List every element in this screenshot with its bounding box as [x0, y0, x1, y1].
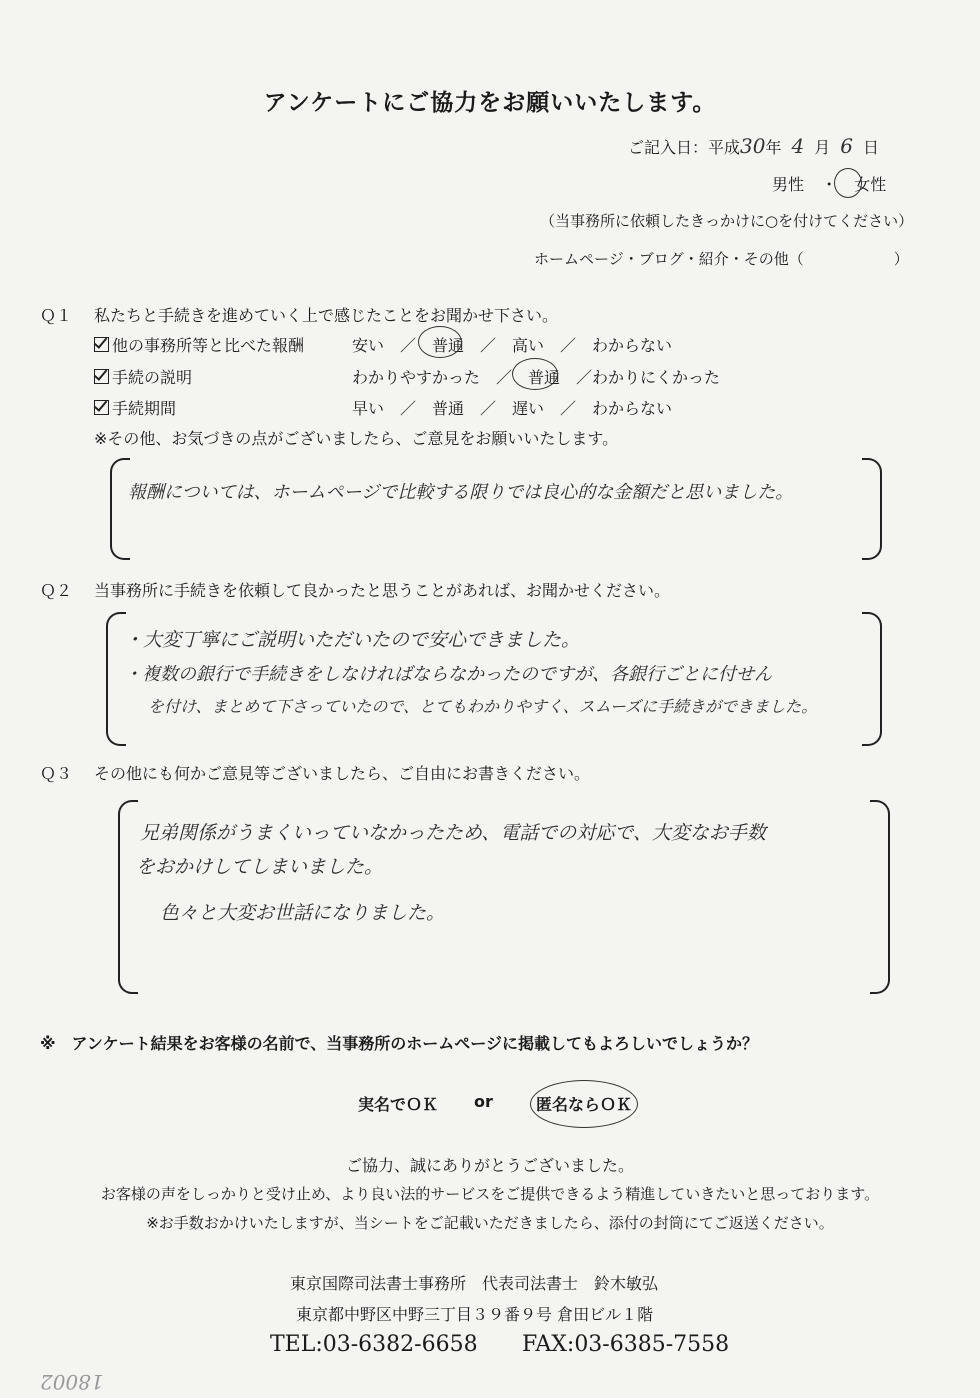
q3-label: Ｑ３	[40, 764, 73, 783]
q1-row	[94, 333, 304, 356]
date-day-unit: 日	[862, 138, 879, 157]
q1-label: Ｑ１	[40, 306, 73, 325]
gender-separator: ・	[821, 175, 838, 194]
office-address: 東京都中野区中野三丁目３９番９号 倉田ビル１階	[296, 1305, 654, 1324]
checkbox-icon[interactable]	[94, 369, 109, 384]
answer-circle-mark	[512, 358, 558, 390]
q2-answer-bracket-left	[106, 612, 126, 746]
q1-question: 私たちと手続きを進めていく上で感じたことをお聞かせ下さい。	[94, 306, 559, 325]
q2-answer-line[interactable]: を付け、まとめて下さっていたので、とてもわかりやすく、スムーズに手続きができました。	[148, 697, 818, 716]
q3-answer-line[interactable]: 兄弟関係がうまくいっていなかったため、電話での対応で、大変なお手数	[140, 822, 766, 844]
answer-circle-mark	[418, 326, 462, 358]
office-name: 東京国際司法書士事務所 代表司法書士 鈴木敏弘	[290, 1274, 659, 1293]
date-month-unit: 月	[814, 138, 831, 157]
office-tel: TEL:03-6382-6658	[270, 1332, 478, 1357]
gender-male[interactable]: 男性	[772, 175, 805, 194]
q2-label: Ｑ２	[40, 581, 73, 600]
q3-answer-bracket-right	[870, 800, 890, 994]
q1-note: ※その他、お気づきの点がございましたら、ご意見をお願いいたします。	[94, 429, 619, 448]
date-month: 4	[791, 134, 805, 158]
date-label: ご記入日：平成	[628, 138, 741, 157]
q3-answer-line[interactable]: をおかけしてしまいました。	[136, 856, 384, 878]
q1-row	[94, 365, 192, 388]
footer-thanks: ご協力、誠にありがとうございました。	[345, 1156, 634, 1175]
publish-or: or	[474, 1092, 493, 1111]
footer-line: ※お手数おかけいたしますが、当シートをご記載いただきましたら、添付の封筒にてご返送ください。	[146, 1214, 834, 1232]
checkbox-icon[interactable]	[94, 400, 109, 415]
q3-answer-bracket-left	[118, 800, 138, 994]
date-year: 30	[740, 134, 766, 158]
gender-female[interactable]: 女性	[854, 175, 887, 194]
publish-option-anonymous[interactable]: 匿名ならＯＫ	[536, 1095, 633, 1114]
footer-line: お客様の声をしっかりと受け止め、より良い法的サービスをご提供できるよう精進していきたいと思っております。	[100, 1185, 880, 1203]
publish-question: ※ アンケート結果をお客様の名前で、当事務所のホームページに掲載してもよろしいでしょうか？	[40, 1034, 758, 1053]
q2-answer-line[interactable]: ・複数の銀行で手続きをしなければならなかったのですが、各銀行ごとに付せん	[124, 664, 772, 685]
q2-answer-bracket-right	[862, 612, 882, 746]
q1-answer-bracket-right	[862, 458, 882, 560]
q1-row-item: 手続の説明	[112, 368, 193, 387]
source-prompt: （当事務所に依頼したきっかけに○を付けてください）	[540, 212, 914, 230]
q1-row-options[interactable]: 早い ／ 普通 ／ 遅い ／ わからない	[352, 399, 673, 418]
date-field	[628, 134, 879, 158]
q1-row	[94, 396, 176, 419]
q3-question: その他にも何かご意見等ございましたら、ご自由にお書きください。	[94, 764, 591, 783]
gender-female-circle-mark	[834, 168, 862, 198]
publish-anonymous-circle-mark	[530, 1080, 638, 1128]
publish-option-real-name[interactable]: 実名でＯＫ	[358, 1095, 439, 1114]
office-fax: FAX:03-6385-7558	[522, 1332, 730, 1357]
date-year-unit: 年	[765, 138, 782, 157]
q2-answer-line[interactable]: ・大変丁寧にご説明いただいたので安心できました。	[124, 629, 581, 651]
q1-row-options[interactable]: わかりやすかった ／ 普通 ／わかりにくかった	[352, 368, 721, 387]
q1-row-item: 他の事務所等と比べた報酬	[112, 336, 305, 355]
q1-row-options[interactable]: 安い ／ 普通 ／ 高い ／ わからない	[352, 336, 673, 355]
q1-answer-text[interactable]: 報酬については、ホームページで比較する限りでは良心的な金額だと思いました。	[128, 482, 794, 503]
date-day: 6	[840, 134, 853, 158]
stamp-number: 18002	[40, 1370, 104, 1394]
q3-answer-line[interactable]: 色々と大変お世話になりました。	[160, 902, 446, 924]
q2-question: 当事務所に手続きを依頼して良かったと思うことがあれば、お聞かせください。	[94, 581, 671, 600]
page-title: アンケートにご協力をお願いいたします。	[263, 90, 717, 116]
source-options[interactable]: ホームページ・ブログ・紹介・その他（ ）	[534, 250, 909, 268]
q1-row-item: 手続期間	[112, 399, 177, 418]
q1-answer-bracket-left	[110, 458, 130, 560]
checkbox-icon[interactable]	[94, 337, 109, 352]
gender-field	[772, 172, 886, 195]
